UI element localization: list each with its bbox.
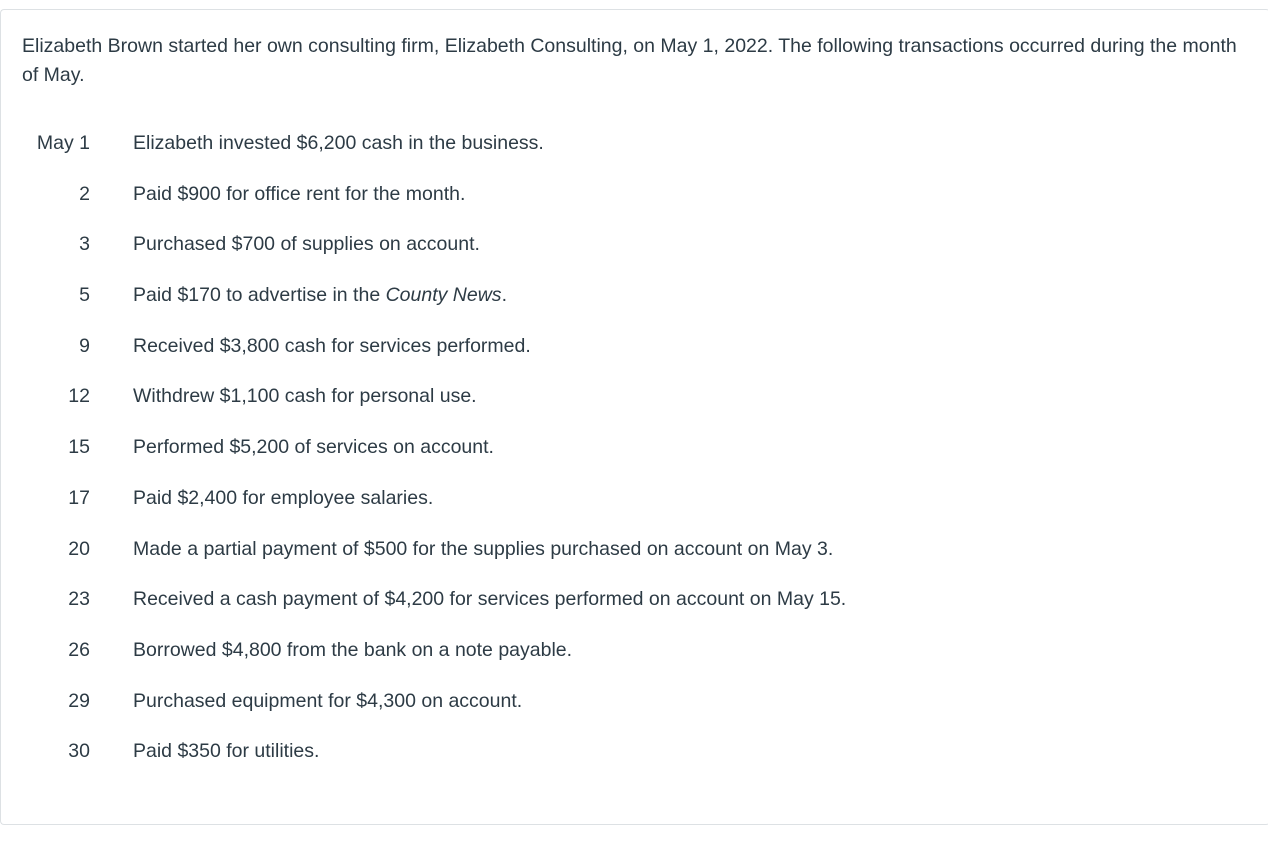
transaction-date: 3 <box>79 233 90 256</box>
transaction-row <box>1 222 1001 273</box>
transaction-description: Made a partial payment of $500 for the supplies purchased on account on May 3. <box>133 537 834 560</box>
transaction-row <box>1 476 1001 527</box>
question-card <box>0 9 1268 825</box>
transaction-date: 29 <box>68 689 90 712</box>
transaction-description: Paid $900 for office rent for the month. <box>133 182 466 205</box>
transaction-row <box>1 527 1001 578</box>
transaction-row <box>1 324 1001 375</box>
transactions-table <box>1 121 1001 780</box>
transaction-description: Performed $5,200 of services on account. <box>133 436 494 459</box>
transaction-row <box>1 679 1001 730</box>
transaction-description: Purchased $700 of supplies on account. <box>133 233 480 256</box>
transaction-date: 2 <box>79 182 90 205</box>
transaction-row <box>1 628 1001 679</box>
transaction-description: Paid $2,400 for employee salaries. <box>133 486 434 509</box>
transaction-date: 12 <box>68 385 90 408</box>
transaction-row <box>1 121 1001 172</box>
transaction-date: 30 <box>68 740 90 763</box>
newspaper-name: County News <box>385 284 502 307</box>
transaction-description: Withdrew $1,100 cash for personal use. <box>133 385 477 408</box>
transaction-description: Borrowed $4,800 from the bank on a note payable. <box>133 638 573 661</box>
transaction-row <box>1 729 1001 780</box>
description-text: Paid $170 to advertise in the <box>133 284 386 307</box>
problem-intro: Elizabeth Brown started her own consulting firm, Elizabeth Consulting, on May 1, 2022. The following transactions occurred during the month of May. <box>22 35 1237 86</box>
transaction-date: 9 <box>79 334 90 357</box>
transaction-date: 17 <box>68 486 90 509</box>
transaction-description <box>133 282 507 308</box>
transaction-description: Received $3,800 cash for services performed. <box>133 334 531 357</box>
transaction-description: Elizabeth invested $6,200 cash in the business. <box>133 132 544 154</box>
transaction-row <box>1 425 1001 476</box>
transaction-description: Received a cash payment of $4,200 for services performed on account on May 15. <box>133 588 847 611</box>
transaction-date: May 1 <box>36 132 90 154</box>
transaction-date: 15 <box>68 436 90 459</box>
transaction-date: 23 <box>68 588 90 611</box>
transaction-date: 5 <box>79 284 90 307</box>
transaction-description: Paid $350 for utilities. <box>133 740 320 763</box>
transaction-row <box>1 172 1001 223</box>
transaction-date: 20 <box>68 537 90 560</box>
transaction-description: Purchased equipment for $4,300 on account. <box>133 689 523 712</box>
description-text: . <box>501 284 507 307</box>
transaction-date: 26 <box>68 638 90 661</box>
transaction-row <box>1 273 1001 324</box>
transaction-row <box>1 374 1001 425</box>
transaction-row <box>1 577 1001 628</box>
